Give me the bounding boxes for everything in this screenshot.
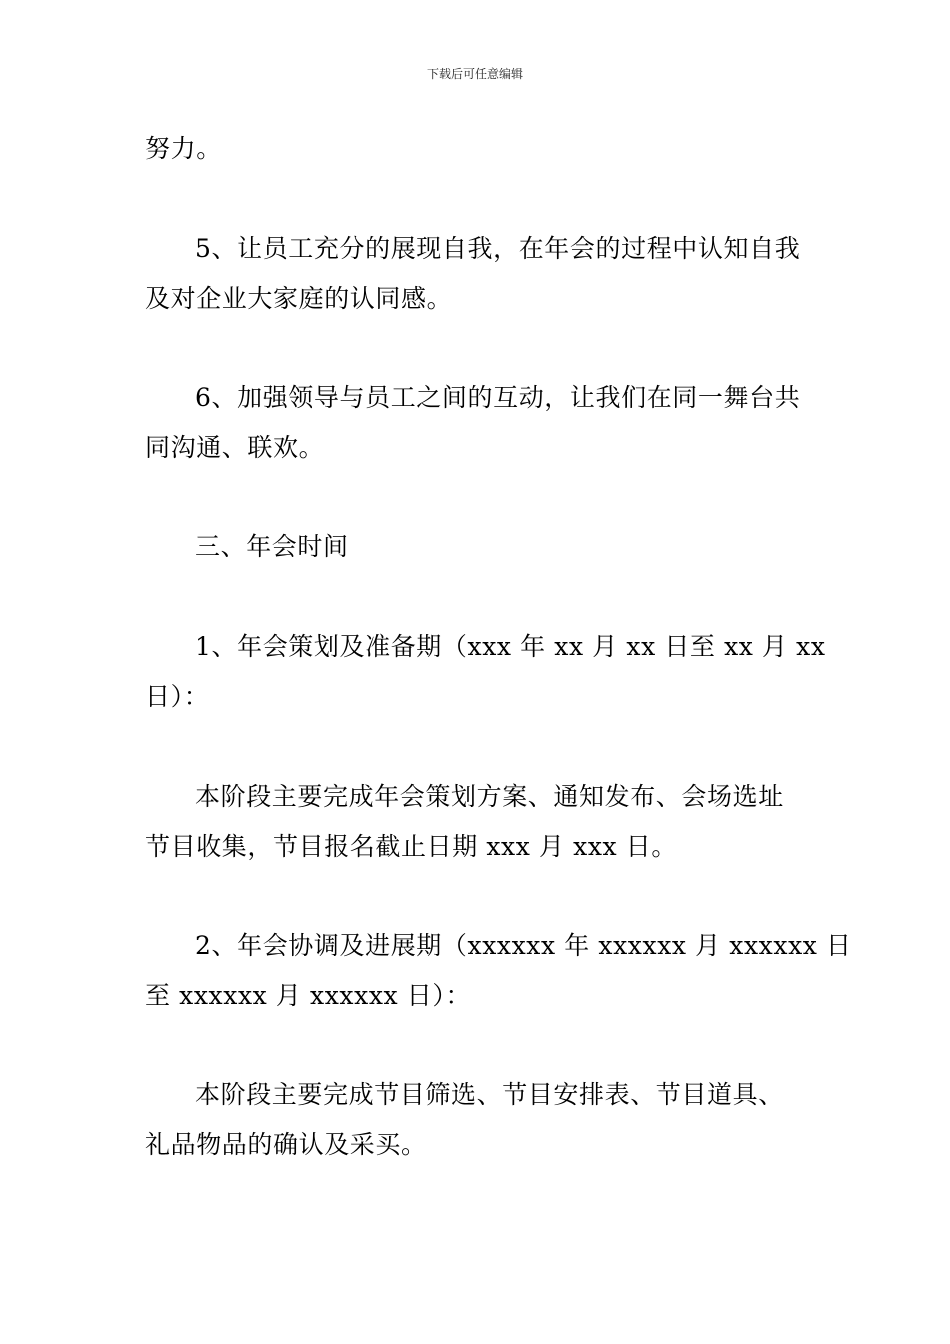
text-line: 5、让员工充分的展现自我，在年会的过程中认知自我: [195, 234, 801, 263]
text-line: 至 xxxxxx 月 xxxxxx 日）：: [145, 981, 472, 1010]
text-line: 礼品物品的确认及采买。: [145, 1130, 427, 1159]
paragraph-period-1: [145, 622, 826, 722]
text-line: 三、年会时间: [195, 532, 349, 561]
text-line: 同沟通、联欢。: [145, 433, 325, 462]
paragraph-period-2: [145, 921, 852, 1021]
text-line: 日）：: [145, 682, 210, 711]
paragraph-item-5: [145, 224, 807, 324]
text-line: 本阶段主要完成节目筛选、节目安排表、节目道具、: [195, 1080, 784, 1109]
text-line: 及对企业大家庭的认同感。: [145, 284, 453, 313]
paragraph-stage-1: [145, 772, 807, 872]
text-line: 努力。: [145, 134, 222, 163]
paragraph-stage-2: [145, 1070, 807, 1170]
paragraph-continuation: [145, 124, 807, 174]
text-line: 2、年会协调及进展期（xxxxxx 年 xxxxxx 月 xxxxxx 日: [195, 931, 852, 960]
text-line: 本阶段主要完成年会策划方案、通知发布、会场选址: [195, 782, 784, 811]
text-line: 节目收集，节目报名截止日期 xxx 月 xxx 日。: [145, 832, 677, 861]
text-line: 6、加强领导与员工之间的互动，让我们在同一舞台共: [195, 383, 801, 412]
text-line: 1、年会策划及准备期（xxx 年 xx 月 xx 日至 xx 月 xx: [195, 632, 826, 661]
section-heading: [145, 522, 807, 572]
paragraph-item-6: [145, 373, 807, 473]
page-header: 下载后可任意编辑: [426, 67, 523, 81]
